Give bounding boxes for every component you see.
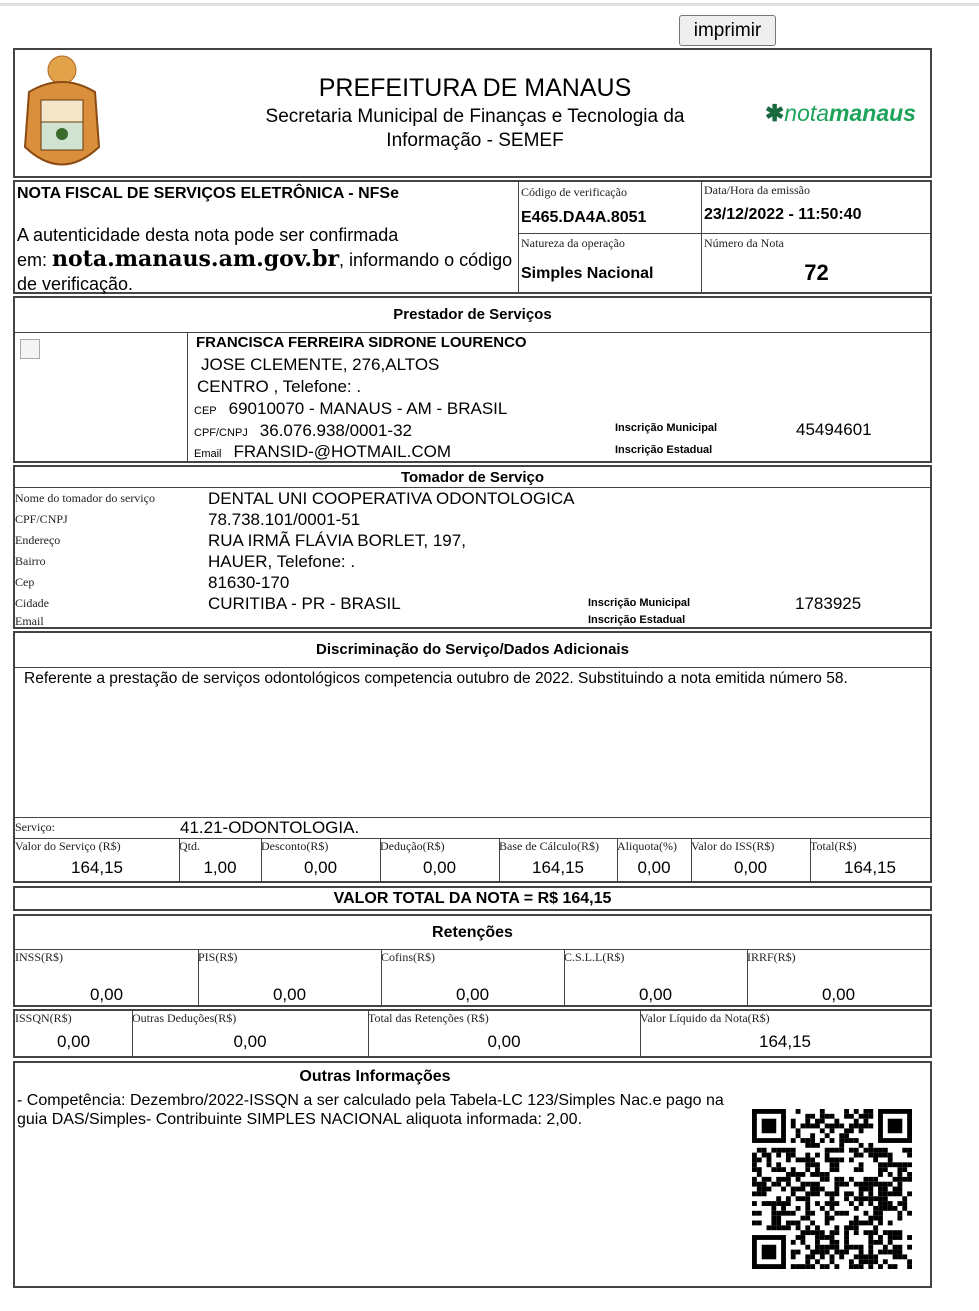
retencao-label: IRRF(R$) <box>747 950 796 964</box>
servico-col-value: 164,15 <box>532 858 584 877</box>
prestador-ie-label: Inscrição Estadual <box>615 444 713 456</box>
retencoes-title: Retenções <box>432 924 513 941</box>
tomador-label: Nome do tomador do serviço <box>15 491 155 505</box>
retencao-total-label: Total das Retenções (R$) <box>368 1011 489 1025</box>
manaus-coat-of-arms-logo <box>19 52 105 176</box>
asterisk-icon: ✱ <box>765 100 785 126</box>
tomador-title: Tomador de Serviço <box>400 469 545 486</box>
retencao-label: C.S.L.L(R$) <box>564 950 625 964</box>
servico-col-label: Dedução(R$) <box>380 839 445 853</box>
servico-col-label: Qtd. <box>179 839 200 853</box>
retencoes-box <box>13 914 932 1007</box>
discriminacao-box <box>13 631 932 883</box>
prestador-im-value: 45494601 <box>796 420 872 439</box>
servico-col-label: Aliquota(%) <box>617 839 677 853</box>
retencao-total-label: Outras Deduções(R$) <box>132 1011 237 1025</box>
discriminacao-text: Referente a prestação de serviços odontológicos competencia outubro de 2022. Substituindo a nota emitida número 58. <box>24 670 848 687</box>
retencao-value: 0,00 <box>89 985 124 1004</box>
servico-col-value: 0,00 <box>733 858 768 877</box>
tomador-value: HAUER, Telefone: . <box>208 552 356 571</box>
tomador-value: 78.738.101/0001-51 <box>208 510 361 529</box>
prestador-cep: CEP 69010070 - MANAUS - AM - BRASIL <box>194 399 508 418</box>
prestador-box <box>13 296 932 463</box>
numero-label: Número da Nota <box>704 236 784 250</box>
discriminacao-title: Discriminação do Serviço/Dados Adicionais <box>316 641 629 658</box>
outras-informacoes-box <box>13 1061 932 1288</box>
retencao-total-label: ISSQN(R$) <box>15 1011 72 1025</box>
tomador-ie-label: Inscrição Estadual <box>588 614 686 626</box>
print-button[interactable]: imprimir <box>679 15 776 46</box>
authenticity-text: A autenticidade desta nota pode ser confirmada em: nota.manaus.am.gov.br, informando o código de verificação. <box>17 225 513 294</box>
tomador-label: CPF/CNPJ <box>15 512 68 526</box>
prestador-email: Email FRANSID-@HOTMAIL.COM <box>194 442 451 461</box>
tomador-im-label: Inscrição Municipal <box>588 597 691 609</box>
notamanaus-logo: ✱notamanaus <box>765 100 916 126</box>
retencao-value: 0,00 <box>455 985 490 1004</box>
tomador-value: DENTAL UNI COOPERATIVA ODONTOLOGICA <box>208 489 575 508</box>
retencao-total-value: 0,00 <box>487 1032 521 1051</box>
tomador-im-value: 1783925 <box>795 594 862 613</box>
top-divider <box>0 3 979 6</box>
natureza-label: Natureza da operação <box>521 236 625 250</box>
prestador-cpf: CPF/CNPJ 36.076.938/0001-32 <box>194 421 412 440</box>
prestador-endereco: JOSE CLEMENTE, 276,ALTOS <box>201 355 440 374</box>
outras-title: Outras Informações <box>299 1068 451 1085</box>
retencao-label: PIS(R$) <box>198 950 238 964</box>
tomador-value: RUA IRMÃ FLÁVIA BORLET, 197, <box>208 531 466 550</box>
retencao-total-label: Valor Líquido da Nota(R$) <box>640 1011 770 1025</box>
retencao-value: 0,00 <box>821 985 856 1004</box>
codigo-value: E465.DA4A.8051 <box>521 209 647 226</box>
header-subtitle-1: Secretaria Municipal de Finanças e Tecnologia da <box>265 106 685 127</box>
outras-line-1: - Competência: Dezembro/2022-ISSQN a ser calculado pela Tabela-LC 123/Simples Nac.e pago na <box>17 1092 724 1109</box>
retencao-label: Cofins(R$) <box>381 950 435 964</box>
prestador-im-label: Inscrição Municipal <box>615 422 718 434</box>
tomador-label: Cep <box>15 575 35 589</box>
retencoes-totais-box <box>13 1009 932 1058</box>
retencao-value: 0,00 <box>638 985 673 1004</box>
servico-value: 41.21-ODONTOLOGIA. <box>180 818 360 837</box>
servico-col-value: 164,15 <box>71 858 123 877</box>
broken-image-icon <box>20 339 40 359</box>
tomador-label: Endereço <box>15 533 61 547</box>
natureza-value: Simples Nacional <box>521 265 654 282</box>
prestador-nome: FRANCISCA FERREIRA SIDRONE LOURENCO <box>196 334 527 351</box>
servico-col-label: Total(R$) <box>810 839 857 853</box>
header-subtitle-2: Informação - SEMEF <box>386 130 564 151</box>
tomador-value: 81630-170 <box>208 573 290 592</box>
tomador-value: CURITIBA - PR - BRASIL <box>208 594 401 613</box>
servico-col-label: Desconto(R$) <box>261 839 329 853</box>
header-title: PREFEITURA DE MANAUS <box>318 74 632 102</box>
servico-col-value: 1,00 <box>203 858 237 877</box>
qr-code <box>752 1109 912 1269</box>
servico-col-value: 164,15 <box>844 858 896 877</box>
prestador-title: Prestador de Serviços <box>393 306 552 323</box>
prestador-bairro: CENTRO , Telefone: . <box>197 377 362 396</box>
servico-col-value: 0,00 <box>422 858 457 877</box>
tomador-box <box>13 465 932 629</box>
data-value: 23/12/2022 - 11:50:40 <box>704 206 862 223</box>
nfse-box <box>13 180 932 294</box>
valor-total-nota: VALOR TOTAL DA NOTA = R$ 164,15 <box>13 886 932 911</box>
tomador-label: Email <box>15 614 44 628</box>
nfse-title: NOTA FISCAL DE SERVIÇOS ELETRÔNICA - NFSe <box>17 185 399 202</box>
outras-line-2: guia DAS/Simples- Contribuinte SIMPLES NACIONAL aliquota informada: 2,00. <box>17 1111 583 1128</box>
servico-col-value: 0,00 <box>303 858 338 877</box>
retencao-label: INSS(R$) <box>15 950 64 964</box>
data-label: Data/Hora da emissão <box>704 183 810 197</box>
retencao-total-value: 0,00 <box>56 1032 91 1051</box>
servico-col-label: Valor do Serviço (R$) <box>15 839 121 853</box>
tomador-label: Bairro <box>15 554 46 568</box>
header-box <box>13 48 932 178</box>
tomador-label: Cidade <box>15 596 49 610</box>
servico-col-label: Valor do ISS(R$) <box>691 839 775 853</box>
servico-col-value: 0,00 <box>637 858 671 877</box>
retencao-total-value: 164,15 <box>759 1032 811 1051</box>
servico-label: Serviço: <box>15 820 55 834</box>
servico-col-label: Base de Cálculo(R$) <box>499 839 599 853</box>
codigo-label: Código de verificação <box>521 185 627 199</box>
retencao-total-value: 0,00 <box>233 1032 267 1051</box>
numero-value: 72 <box>804 260 829 285</box>
retencao-value: 0,00 <box>272 985 307 1004</box>
verification-link[interactable]: nota.manaus.am.gov.br <box>52 246 340 272</box>
